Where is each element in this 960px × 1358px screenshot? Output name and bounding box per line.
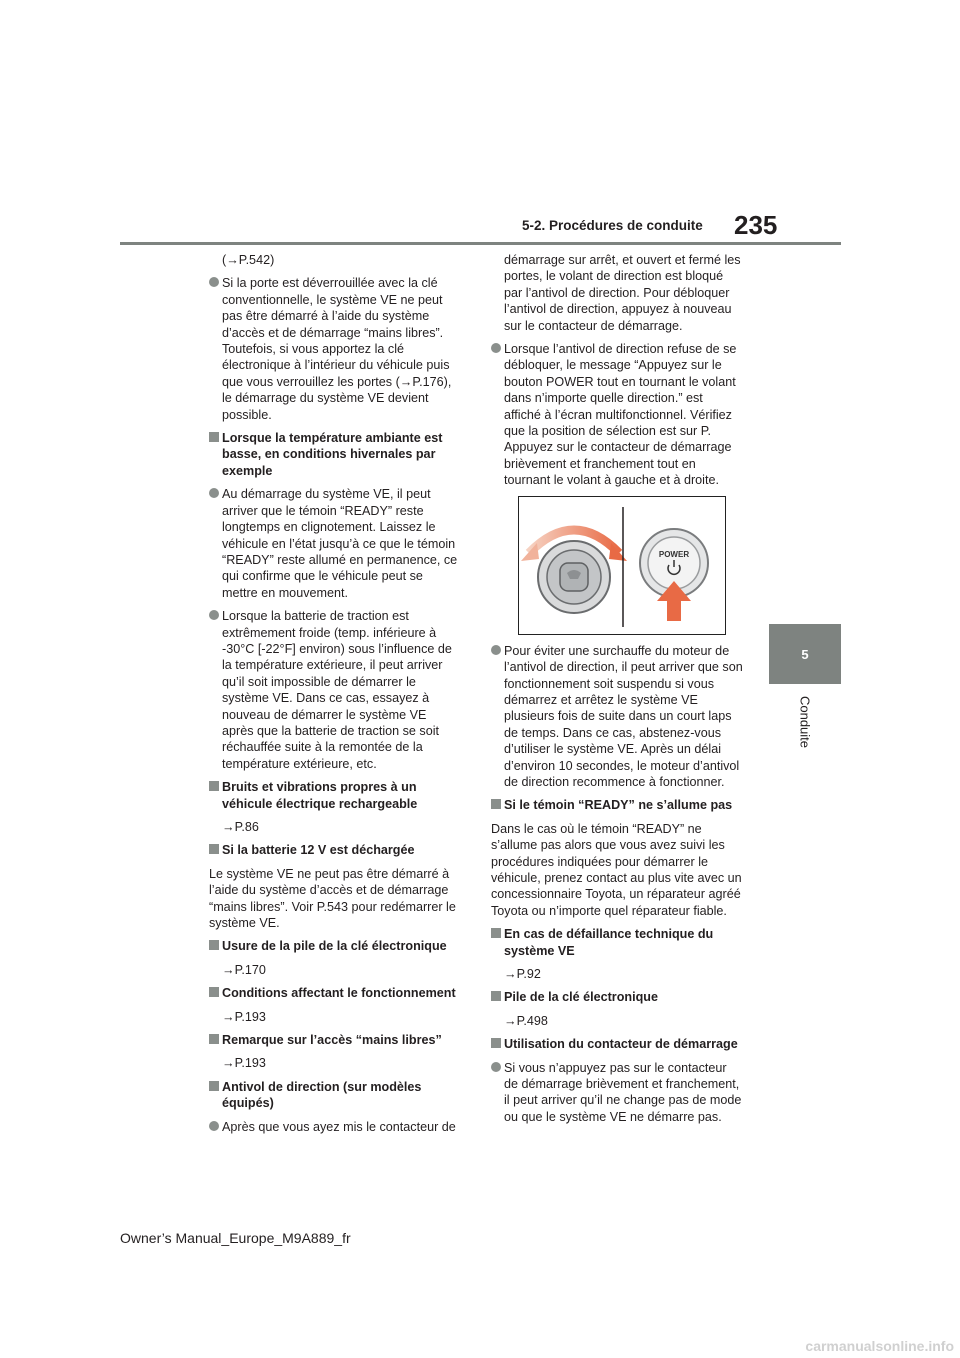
page-reference: →P.193 <box>222 1009 266 1024</box>
bullet-dot-icon <box>209 1121 219 1131</box>
section-heading <box>491 1036 743 1052</box>
bullet-item <box>491 643 743 791</box>
chapter-label-text: Conduite <box>797 695 813 749</box>
section-heading <box>209 1032 461 1048</box>
heading-square-icon <box>209 1034 219 1044</box>
heading-square-icon <box>209 1081 219 1091</box>
watermark[interactable]: carmanualsonline.info <box>805 1338 954 1354</box>
chapter-number: 5 <box>801 646 809 662</box>
steering-lock-illustration <box>519 497 725 634</box>
bullet-dot-icon <box>491 1062 501 1072</box>
power-button-label: POWER <box>658 549 690 559</box>
section-heading <box>209 842 461 858</box>
heading-text: Usure de la pile de la clé électronique <box>222 939 447 954</box>
heading-square-icon <box>491 1038 501 1048</box>
bullet-text: Si la porte est déverrouillée avec la clé conventionnelle, le système VE ne peut pas être démarré à l’aide du système d’accès et de démarrage “mains libres”. Toutefois, si vous apportez la clé électronique à l’intérieur du véhicule puis que vous verrouillez les portes (→P.176), le démarrage du système VE devient possible. <box>222 276 452 422</box>
bullet-item <box>491 341 743 489</box>
bullet-item <box>209 608 461 772</box>
heading-text: Si le témoin “READY” ne s’allume pas <box>504 798 733 813</box>
bullet-dot-icon <box>209 610 219 620</box>
section-heading <box>491 797 743 813</box>
heading-text: Utilisation du contacteur de démarrage <box>504 1037 738 1052</box>
bullet-text: Lorsque l’antivol de direction refuse de se débloquer, le message “Appuyez sur le bouton POWER tout en tournant le volant dans n’importe quelle direction.” est affiché à l’écran multifonctionnel. Vérifiez que la position de sélection est sur P. Appuyez sur le contacteur de démarrage brièvement et franchement tout en tournant le volant à gauche et à droite. <box>504 342 737 488</box>
heading-text: Si la batterie 12 V est déchargée <box>222 843 415 858</box>
bullet-item <box>209 275 461 423</box>
heading-square-icon <box>209 432 219 442</box>
page-reference: →P.170 <box>222 962 266 977</box>
steering-power-figure <box>518 496 726 635</box>
bullet-text: Au démarrage du système VE, il peut arriver que le témoin “READY” reste longtemps en clignotement. Laissez le véhicule en l’état jusqu’à ce que le témoin “READY” reste allumé en permanence, ce qui confirme que le véhicule peut se mettre en mouvement. <box>222 487 458 600</box>
section-title: 5-2. Procédures de conduite <box>522 218 703 233</box>
bullet-dot-icon <box>209 488 219 498</box>
section-heading <box>491 926 743 959</box>
bullet-text: Pour éviter une surchauffe du moteur de l’antivol de direction, il peut arriver que son fonctionnement soit suspendu si vous démarrez et arrêtez le système VE plusieurs fois de suite dans un court laps de temps. Dans ce cas, abstenez-vous d’utiliser le système VE. Après un délai d’environ 10 secondes, le moteur d’antivol de direction recommence à fonctionner. <box>504 643 743 789</box>
right-column <box>491 252 743 1132</box>
bullet-item <box>209 486 461 601</box>
bullet-text: Si vous n’appuyez pas sur le contacteur de démarrage brièvement et franchement, il peut arriver qu’il ne change pas de mode ou que le système VE ne démarre pas. <box>504 1060 742 1124</box>
section-heading <box>491 989 743 1005</box>
body-paragraph: Le système VE ne peut pas être démarré à l’aide du système d’accès et de démarrage “mains libres”. Voir P.543 pour redémarrer le système VE. <box>209 866 456 931</box>
heading-text: Lorsque la température ambiante est basse, en conditions hivernales par exemple <box>222 431 443 478</box>
page-reference: →P.92 <box>504 967 541 981</box>
heading-square-icon <box>491 991 501 1001</box>
section-heading <box>209 779 461 812</box>
chapter-tab[interactable] <box>769 624 841 684</box>
heading-text: Remarque sur l’accès “mains libres” <box>222 1033 442 1048</box>
chapter-label <box>762 692 848 752</box>
heading-square-icon <box>491 799 501 809</box>
section-heading <box>209 938 461 954</box>
heading-text: En cas de défaillance technique du système VE <box>504 927 714 958</box>
right-column-bottom <box>491 643 743 1126</box>
heading-square-icon <box>209 844 219 854</box>
bullet-item <box>491 1060 743 1126</box>
heading-text: Pile de la clé électronique <box>504 990 658 1005</box>
bullet-dot-icon <box>209 277 219 287</box>
heading-square-icon <box>209 781 219 791</box>
footer-manual-id: Owner’s Manual_Europe_M9A889_fr <box>120 1230 351 1246</box>
left-column <box>209 252 461 1142</box>
bullet-dot-icon <box>491 645 501 655</box>
body-paragraph: Dans le cas où le témoin “READY” ne s’allume pas alors que vous avez suivi les procédures indiquées pour démarrer le véhicule, prenez contact au plus vite avec un concessionnaire Toyota, un réparateur agréé Toyota ou n’importe quel réparateur fiable. <box>491 821 742 918</box>
section-heading <box>209 1079 461 1112</box>
page-number: 235 <box>734 210 778 240</box>
heading-square-icon <box>209 987 219 997</box>
heading-text: Antivol de direction (sur modèles équipés) <box>222 1079 422 1111</box>
bullet-dot-icon <box>491 343 501 353</box>
section-heading <box>209 985 461 1001</box>
page-reference: (→P.542) <box>222 253 275 267</box>
right-column-top <box>491 252 743 489</box>
bullet-item <box>209 1119 461 1135</box>
page-reference: →P.193 <box>222 1056 266 1071</box>
page-reference: →P.86 <box>222 820 259 834</box>
heading-square-icon <box>209 940 219 950</box>
heading-text: Conditions affectant le fonctionnement <box>222 986 456 1001</box>
bullet-text: Lorsque la batterie de traction est extrêmement froide (temp. inférieure à -30°C [-22°F] environ) sous l’influence de la température extérieure, il peut arriver qu’il soit impossible de démarrer le système VE. Dans ce cas, essayez à nouveau de démarrer le système VE après que la batterie de traction se soit réchauffée suite à la remontée de la température extérieure, etc. <box>222 609 452 771</box>
page-reference: →P.498 <box>504 1013 548 1028</box>
heading-square-icon <box>491 928 501 938</box>
bullet-text: Après que vous ayez mis le contacteur de <box>222 1119 456 1134</box>
header-rule <box>120 242 841 245</box>
heading-text: Bruits et vibrations propres à un véhicule électrique rechargeable <box>222 780 418 811</box>
page-reference: démarrage sur arrêt, et ouvert et fermé les portes, le volant de direction est bloqué par l’antivol de direction. Pour débloquer l’antivol de direction, appuyez à nouveau sur le contacteur de démarrage. <box>504 253 741 333</box>
section-heading <box>209 430 461 479</box>
